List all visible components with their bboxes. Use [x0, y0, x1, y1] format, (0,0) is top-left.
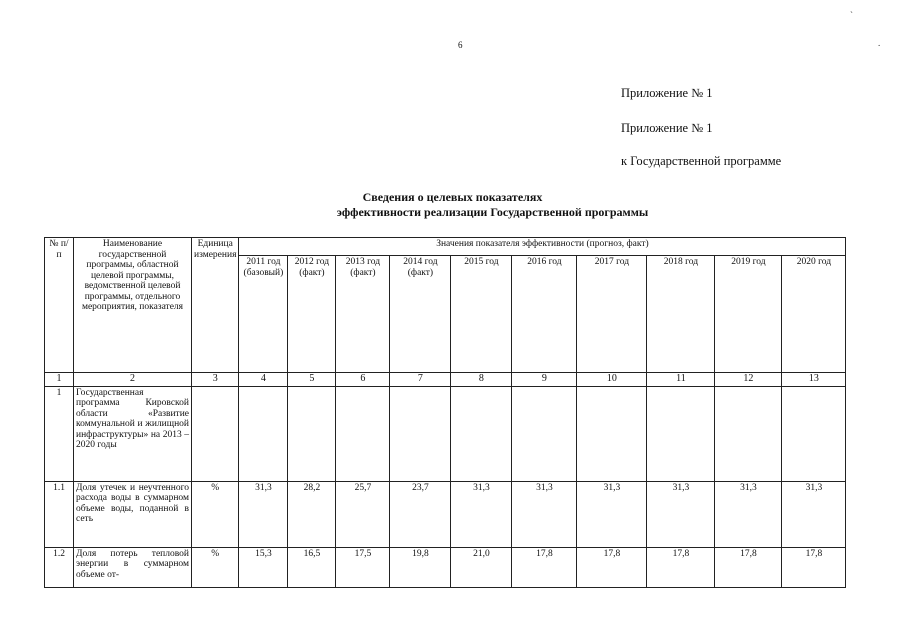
- value-cell: [239, 386, 288, 481]
- value-cell: 17,8: [647, 547, 715, 587]
- value-cell: 25,7: [336, 481, 390, 547]
- value-cell: 19,8: [390, 547, 451, 587]
- column-number-11: 11: [647, 373, 715, 387]
- unit-cell: [192, 386, 239, 481]
- header-no: № п/п: [45, 238, 74, 373]
- column-number-8: 8: [451, 373, 512, 387]
- value-cell: 31,3: [715, 481, 782, 547]
- column-number-12: 12: [715, 373, 782, 387]
- value-cell: 23,7: [390, 481, 451, 547]
- row-number: 1.1: [45, 481, 74, 547]
- header-unit: Единица измерения: [192, 238, 239, 373]
- value-cell: 21,0: [451, 547, 512, 587]
- value-cell: [577, 386, 647, 481]
- value-cell: [647, 386, 715, 481]
- appendix-line-1: Приложение № 1: [621, 86, 713, 100]
- indicator-name: Доля потерь тепловой энергии в суммарном объеме от-: [74, 547, 192, 587]
- column-number-4: 4: [239, 373, 288, 387]
- row-number: 1: [45, 386, 74, 481]
- appendix-line-2: Приложение № 1: [621, 121, 713, 135]
- page-number: 6: [458, 40, 463, 50]
- header-values-group: Значения показателя эффективности (прогноз, факт): [239, 238, 846, 256]
- header-year-2: 2013 год (факт): [336, 256, 390, 373]
- header-name: Наименование государственной программы, областной целевой программы, ведомственной целевой программы, отдельного мероприятия, показателя: [74, 238, 192, 373]
- value-cell: 28,2: [288, 481, 336, 547]
- value-cell: [288, 386, 336, 481]
- header-year-4: 2015 год: [451, 256, 512, 373]
- value-cell: [336, 386, 390, 481]
- value-cell: 31,3: [512, 481, 577, 547]
- column-number-1: 1: [45, 373, 74, 387]
- column-number-10: 10: [577, 373, 647, 387]
- row-number: 1.2: [45, 547, 74, 587]
- column-number-3: 3: [192, 373, 239, 387]
- value-cell: 17,8: [512, 547, 577, 587]
- table-row: [45, 481, 846, 547]
- header-year-8: 2019 год: [715, 256, 782, 373]
- value-cell: 17,8: [715, 547, 782, 587]
- value-cell: 16,5: [288, 547, 336, 587]
- value-cell: 31,3: [782, 481, 846, 547]
- value-cell: 15,3: [239, 547, 288, 587]
- title-line-2: эффективности реализации Государственной программы: [336, 205, 649, 219]
- value-cell: [715, 386, 782, 481]
- value-cell: 31,3: [577, 481, 647, 547]
- value-cell: [390, 386, 451, 481]
- indicator-name: Государственная программа Кировской области «Развитие коммунальной и жилищной инфраструктуры» на 2013 – 2020 годы: [74, 386, 192, 481]
- value-cell: [782, 386, 846, 481]
- header-year-5: 2016 год: [512, 256, 577, 373]
- header-year-3: 2014 год (факт): [390, 256, 451, 373]
- header-year-9: 2020 год: [782, 256, 846, 373]
- indicators-table: [44, 237, 846, 588]
- document-title: [0, 190, 905, 220]
- column-number-6: 6: [336, 373, 390, 387]
- value-cell: [512, 386, 577, 481]
- value-cell: 31,3: [647, 481, 715, 547]
- unit-cell: %: [192, 547, 239, 587]
- column-number-9: 9: [512, 373, 577, 387]
- column-number-7: 7: [390, 373, 451, 387]
- header-year-0: 2011 год (базовый): [239, 256, 288, 373]
- unit-cell: %: [192, 481, 239, 547]
- header-year-1: 2012 год (факт): [288, 256, 336, 373]
- value-cell: 17,8: [577, 547, 647, 587]
- scan-mark: .: [878, 38, 881, 48]
- table-row: [45, 386, 846, 481]
- header-year-6: 2017 год: [577, 256, 647, 373]
- value-cell: 17,8: [782, 547, 846, 587]
- table-row: [45, 547, 846, 587]
- column-number-5: 5: [288, 373, 336, 387]
- scan-mark: `: [850, 10, 853, 20]
- value-cell: 31,3: [451, 481, 512, 547]
- value-cell: 17,5: [336, 547, 390, 587]
- value-cell: [451, 386, 512, 481]
- column-number-13: 13: [782, 373, 846, 387]
- column-number-2: 2: [74, 373, 192, 387]
- title-line-1: Сведения о целевых показателях: [362, 190, 543, 204]
- header-year-7: 2018 год: [647, 256, 715, 373]
- appendix-line-3: к Государственной программе: [621, 154, 782, 168]
- value-cell: 31,3: [239, 481, 288, 547]
- indicator-name: Доля утечек и неучтенного расхода воды в суммарном объеме воды, поданной в сеть: [74, 481, 192, 547]
